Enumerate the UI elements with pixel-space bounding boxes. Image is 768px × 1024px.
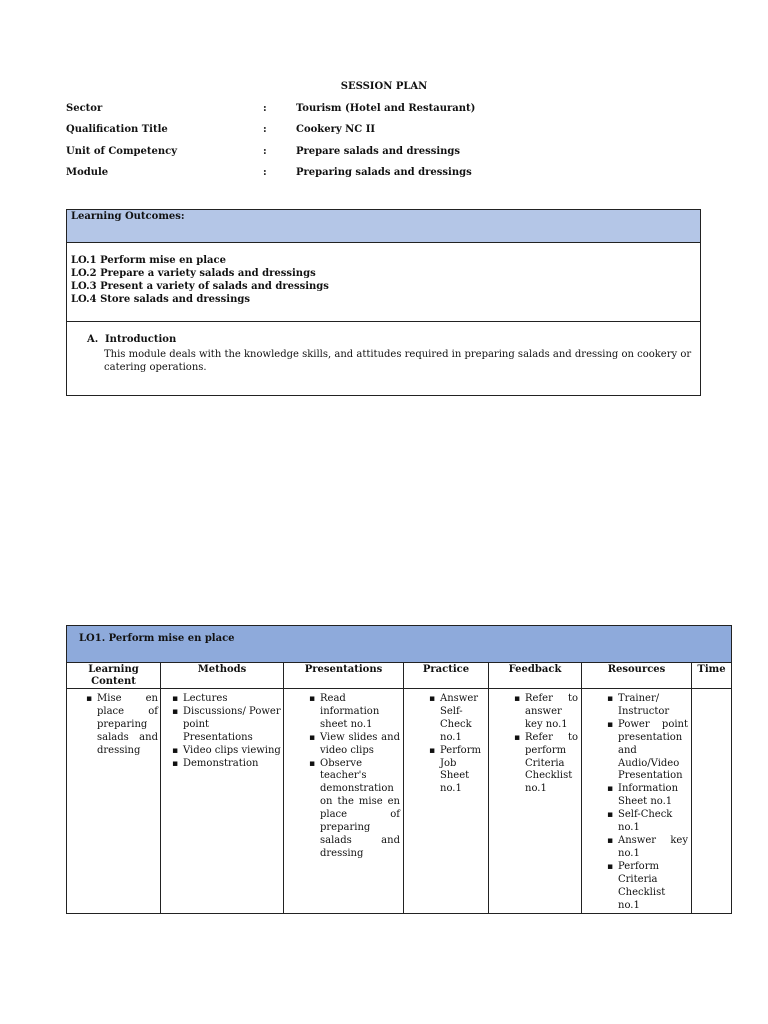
list-item: ▪ Perform Job Sheet no.1	[426, 745, 485, 797]
feedback-cell	[489, 689, 582, 914]
resources-list	[604, 693, 688, 912]
learning-outcomes-list	[66, 242, 701, 322]
list-item: ▪ Answer Self-Check no.1	[426, 693, 485, 745]
meta-value: Cookery NC II	[296, 124, 376, 135]
time-cell	[692, 689, 732, 914]
meta-label: Module	[66, 167, 109, 178]
learning-content-cell	[67, 689, 161, 914]
learning-outcomes-header	[66, 209, 701, 243]
list-item: ▪ Refer to perform Criteria Checklist no.1	[511, 732, 578, 797]
table-row	[67, 689, 732, 914]
meta-colon: :	[263, 167, 267, 178]
table-header-row	[67, 663, 732, 689]
list-item: ▪ Refer to answer key no.1	[511, 693, 578, 732]
meta-colon: :	[263, 103, 267, 114]
meta-colon: :	[263, 146, 267, 157]
list-item: ▪ Read information sheet no.1	[306, 693, 400, 732]
list-item: ▪ Lectures	[169, 693, 281, 706]
learning-outcome-item: LO.3 Present a variety of salads and dressings	[71, 281, 329, 292]
list-item: ▪ Mise en place of preparing salads and dressing	[83, 693, 158, 758]
methods-list	[169, 693, 281, 770]
lo1-title: LO1. Perform mise en place	[79, 633, 235, 644]
learning-content-list	[83, 693, 158, 758]
meta-label: Sector	[66, 103, 103, 114]
list-item: ▪ Self-Check no.1	[604, 809, 688, 835]
introduction-text: This module deals with the knowledge skills, and attitudes required in preparing salads and dressing on cookery or catering operations.	[104, 349, 692, 373]
practice-cell	[404, 689, 489, 914]
introduction-section	[66, 321, 701, 396]
header-learning-content: Learning Content	[67, 663, 161, 689]
lo1-title-cell	[67, 626, 732, 663]
lo1-title-row	[67, 626, 732, 663]
introduction-title: Introduction	[105, 334, 177, 345]
learning-outcome-item: LO.2 Prepare a variety salads and dressings	[71, 268, 316, 279]
meta-colon: :	[263, 124, 267, 135]
lo1-session-table	[66, 625, 732, 914]
list-item: ▪ Observe teacher's demonstration on the mise en place of preparing salads and dressing	[306, 758, 400, 861]
feedback-list	[511, 693, 578, 796]
list-item: ▪ Information Sheet no.1	[604, 783, 688, 809]
header-methods: Methods	[161, 663, 284, 689]
presentations-list	[306, 693, 400, 861]
presentations-cell	[284, 689, 404, 914]
learning-outcomes-heading: Learning Outcomes:	[71, 211, 185, 222]
methods-cell	[161, 689, 284, 914]
meta-value: Preparing salads and dressings	[296, 167, 472, 178]
introduction-heading	[87, 334, 176, 345]
introduction-letter: A.	[87, 334, 99, 345]
resources-cell	[582, 689, 692, 914]
list-item: ▪ Discussions/ Power point Presentations	[169, 706, 281, 745]
header-resources: Resources	[582, 663, 692, 689]
list-item: ▪ Power point presentation and Audio/Video Presentation	[604, 719, 688, 784]
list-item: ▪ Demonstration	[169, 758, 281, 771]
list-item: ▪ Trainer/ Instructor	[604, 693, 688, 719]
practice-list	[426, 693, 485, 796]
list-item: ▪ Video clips viewing	[169, 745, 281, 758]
header-time: Time	[692, 663, 732, 689]
meta-label: Qualification Title	[66, 124, 168, 135]
header-feedback: Feedback	[489, 663, 582, 689]
meta-value: Prepare salads and dressings	[296, 146, 461, 157]
list-item: ▪ Answer key no.1	[604, 835, 688, 861]
header-practice: Practice	[404, 663, 489, 689]
learning-outcome-item: LO.1 Perform mise en place	[71, 255, 226, 266]
list-item: ▪ View slides and video clips	[306, 732, 400, 758]
learning-outcome-item: LO.4 Store salads and dressings	[71, 294, 250, 305]
meta-label: Unit of Competency	[66, 146, 178, 157]
list-item: ▪ Perform Criteria Checklist no.1	[604, 861, 688, 913]
meta-value: Tourism (Hotel and Restaurant)	[296, 103, 476, 114]
session-plan-title: SESSION PLAN	[340, 81, 428, 92]
header-presentations: Presentations	[284, 663, 404, 689]
